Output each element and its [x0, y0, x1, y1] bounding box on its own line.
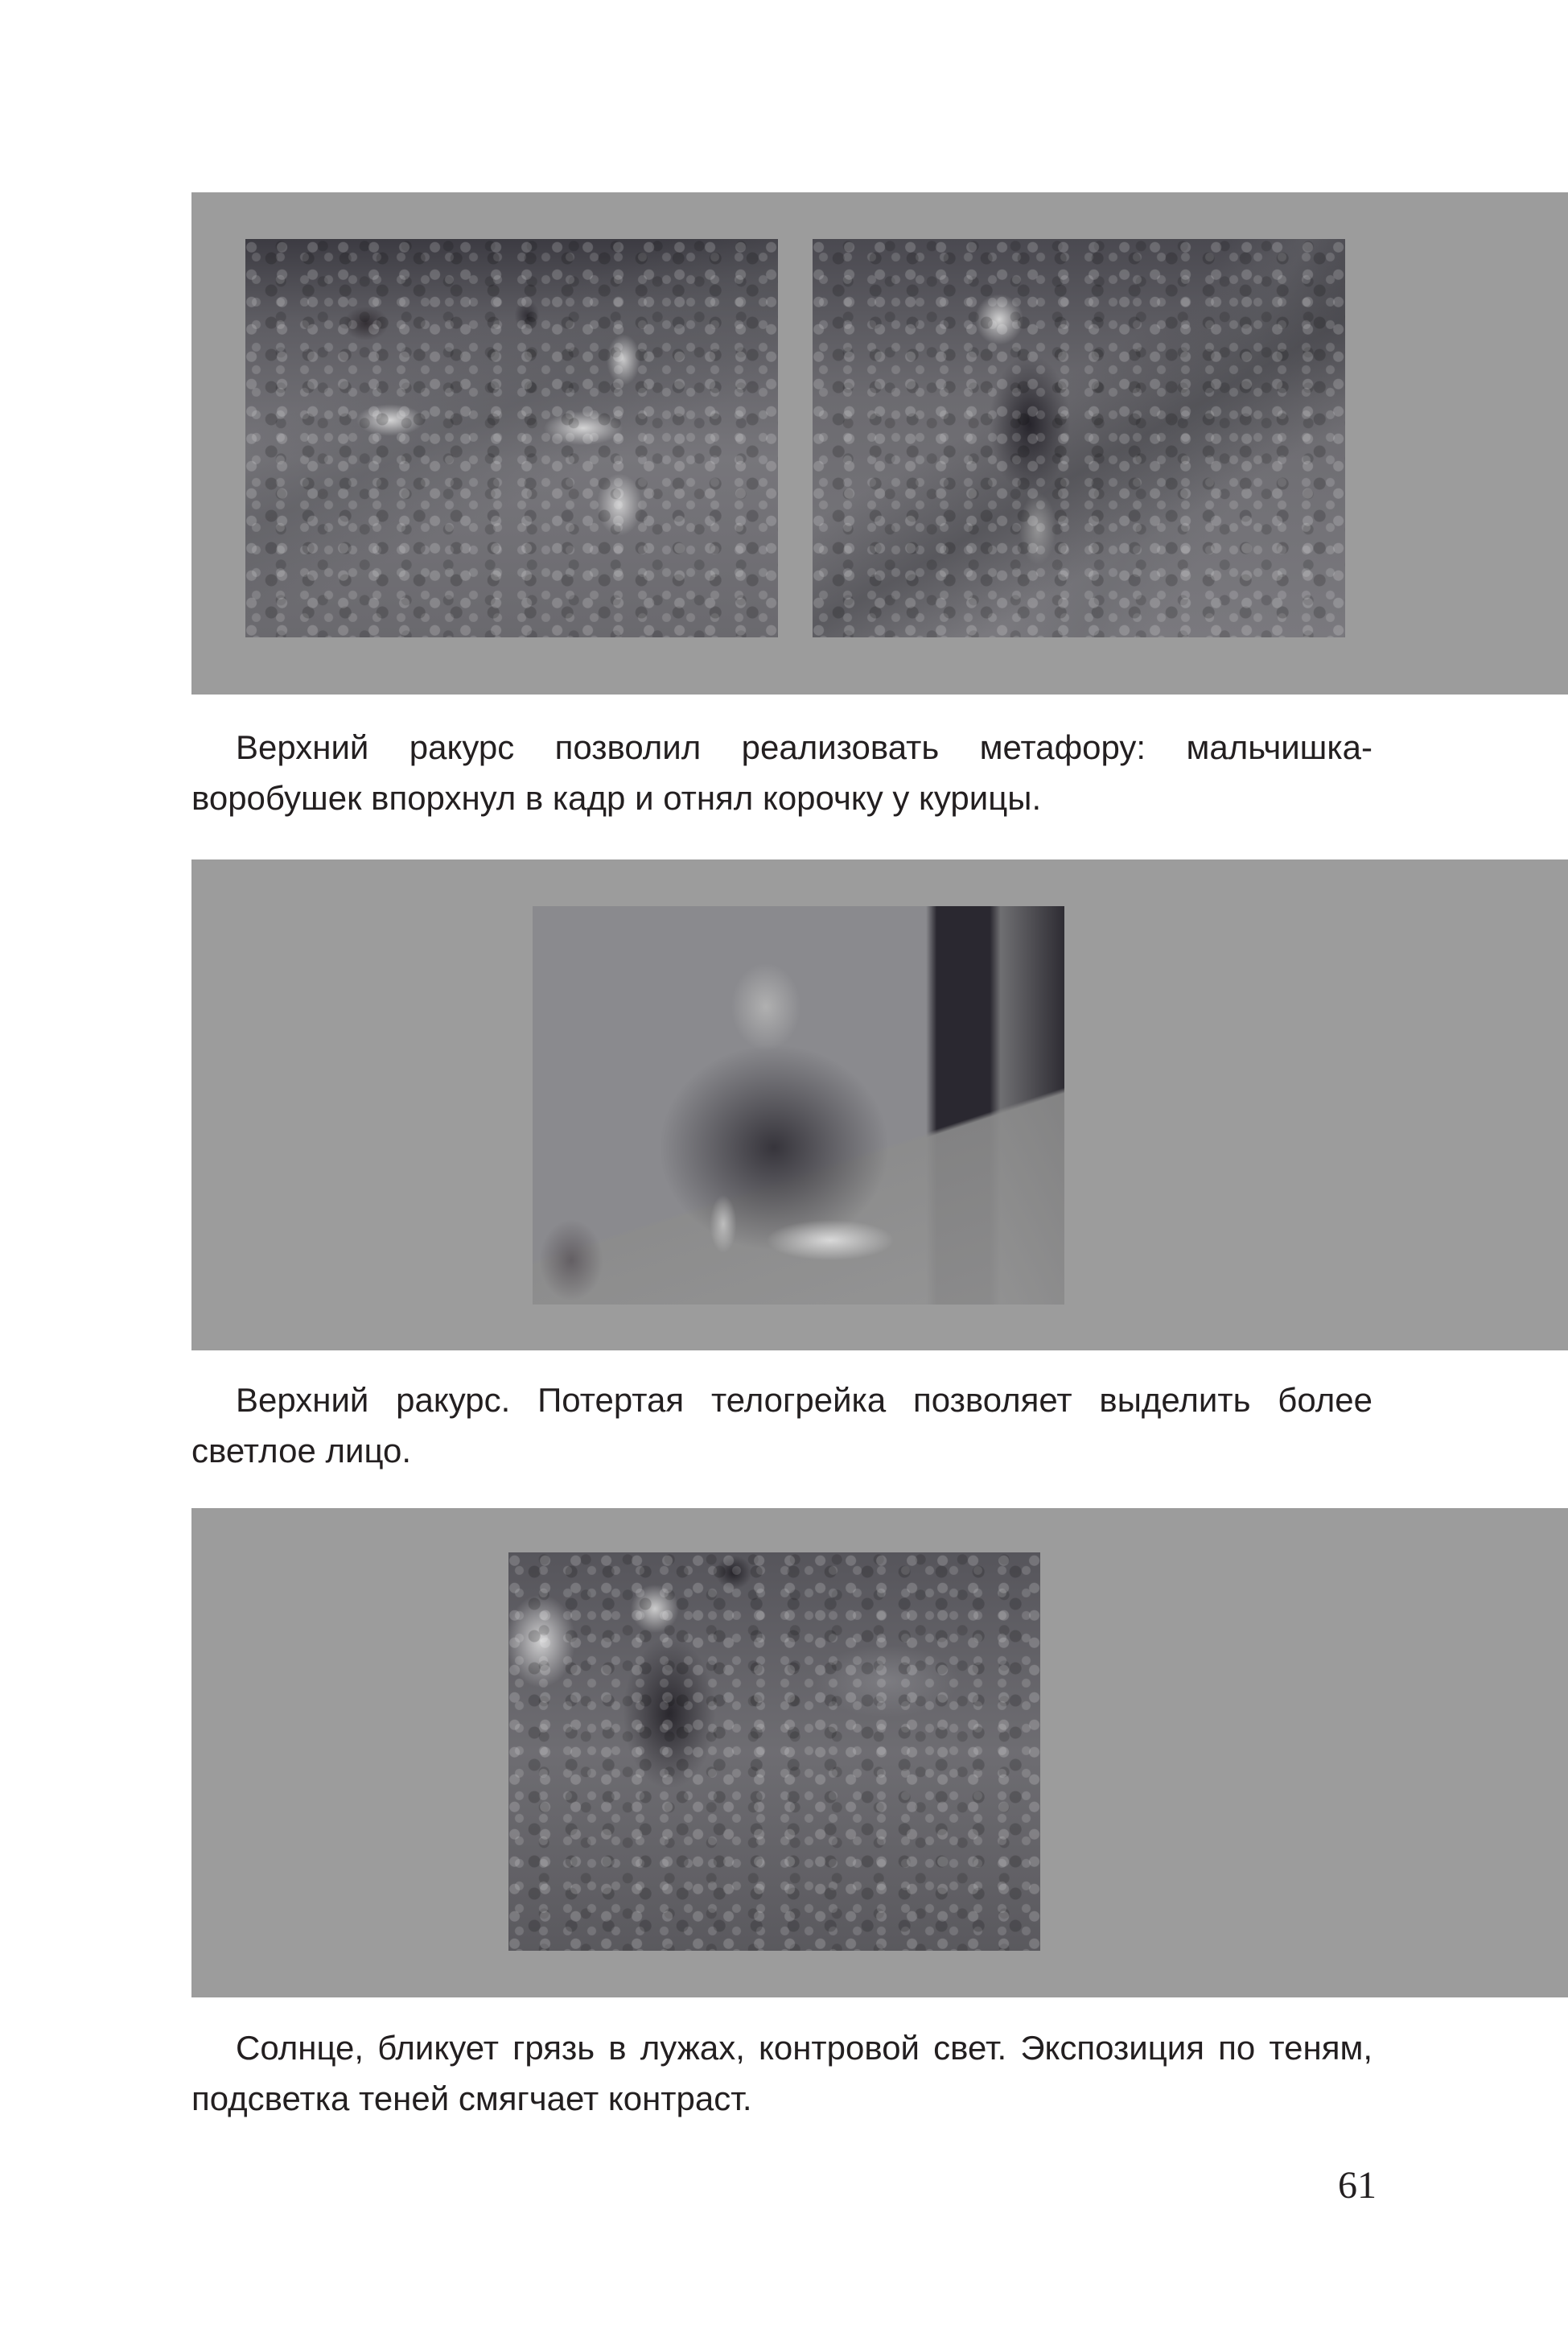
figure-1-caption	[191, 722, 1373, 823]
figure-1-caption-text: Верхний ракурс позволил реализовать метафору: мальчишка-воробушек впорхнул в кадр и отнял корочку у курицы.	[191, 728, 1373, 817]
figure-3-caption	[191, 2022, 1373, 2124]
figure-2-caption	[191, 1375, 1373, 1476]
figure-3-photo-child-eating	[508, 1552, 1040, 1951]
figure-1-photo-child	[813, 239, 1345, 637]
figure-3-caption-text: Солнце, бликует грязь в лужах, контровой свет. Экспозиция по теням, подсветка теней смягчает контраст.	[191, 2029, 1373, 2117]
figure-1-photo-chickens	[245, 239, 778, 637]
figure-2-caption-text: Верхний ракурс. Потертая телогрейка позволяет выделить более светлое лицо.	[191, 1381, 1373, 1470]
figure-2-photo-man-at-table	[533, 906, 1064, 1305]
page-number: 61	[1338, 2164, 1377, 2207]
